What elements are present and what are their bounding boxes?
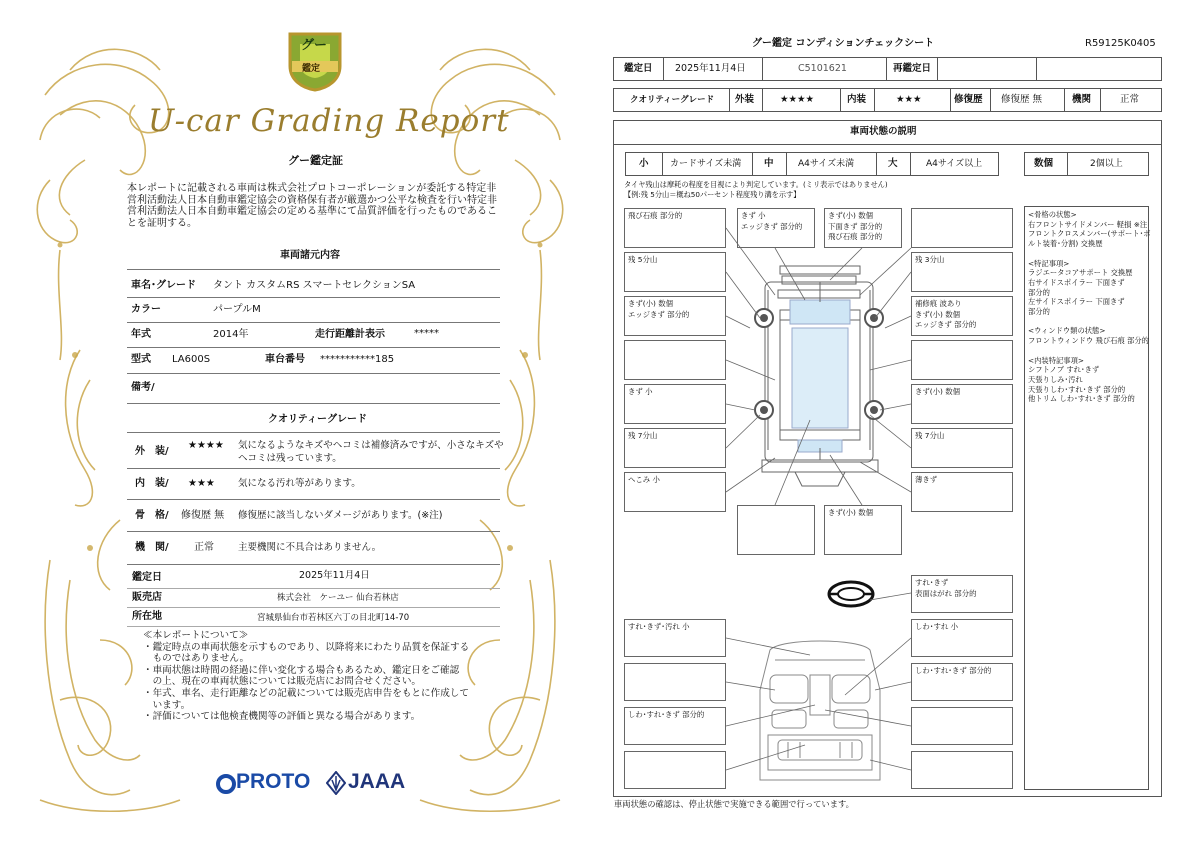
history-value: 修復歴 無: [1001, 94, 1043, 105]
remarks-label: 備考/: [131, 382, 155, 393]
frame-desc: 修復歴に該当しないダメージがあります。(※注): [238, 510, 443, 521]
note-line: ≪本レポートについて≫: [143, 630, 249, 641]
cell-divider: [729, 88, 730, 112]
damage-note-rear-bumper: きず(小) 数個: [824, 505, 902, 555]
leader-lines: [600, 200, 1030, 800]
frame-label: 骨 格/: [135, 510, 169, 521]
cell-divider: [762, 88, 763, 112]
cell-divider: [786, 152, 787, 176]
cell-divider: [1067, 152, 1068, 176]
divider: [127, 432, 500, 433]
jaaa-logo: JAAA: [348, 770, 406, 793]
name-label: 車名･グレード: [131, 280, 196, 291]
count-label: 数個: [1034, 158, 1054, 169]
chassis-value: ***********185: [320, 354, 395, 365]
sheet-footer: 車両状態の確認は、停止状態で実施できる範囲で行っています。: [614, 799, 854, 809]
divider: [127, 626, 500, 627]
conditions-text: <骨格の状態> 右フロントサイドメンバー 軽損 ※注 フロントクロスメンバー(サポート･ボ ルト装着･分割) 交換歴 <特記事項> ラジエータコアサポート 交換歴 右サイドスポイラー 下面きず 部分的 左サイドスポイラー 下面きず 部分的 <ウィンドウ類の状態> フロントウィンドウ 飛び石痕 部分的 <内装特記事項> シフトノブ すれ･きず 天張りしみ･汚れ 天張りしわ･すれ･きず 部分的 他トリム しわ･すれ･きず 部分的: [1028, 210, 1151, 404]
tire-note-2: 【例:残 5分山＝概ね50パーセント程度残り溝を示す】: [624, 190, 801, 199]
cell-divider: [663, 57, 664, 81]
cell-divider: [876, 152, 877, 176]
cell-divider: [910, 152, 911, 176]
section-title: 車両状態の説明: [850, 126, 917, 137]
sheet-date-value: 2025年11月4日: [675, 63, 746, 74]
reappraisal-label: 再鑑定日: [893, 63, 932, 74]
damage-note-hood-left: きず 小 エッジきず 部分的: [737, 208, 815, 248]
badge-top-text: グー: [301, 38, 328, 53]
proto-logo-icon: [215, 773, 237, 795]
note-line: ・年式、車名、走行距離などの記載については販売店申告をもとに作成して: [143, 687, 469, 699]
damage-note-rear-left-tire: 残 7分山: [624, 428, 726, 468]
cell-divider: [662, 152, 663, 176]
sheet-ext-label: 外装: [735, 94, 755, 105]
damage-note-front-left-fender: きず(小) 数個 エッジきず 部分的: [624, 296, 726, 336]
sheet-int-stars: ★★★: [896, 94, 922, 105]
divider: [127, 373, 500, 374]
divider: [127, 322, 500, 323]
history-label: 修復歴: [954, 94, 983, 105]
note-line: ・車両状態は時間の経過に伴い変化する場合もあるため、鑑定日をご確認: [143, 664, 460, 676]
address-value: 宮城県仙台市若林区六丁の目北町14-70: [257, 613, 410, 623]
badge-bottom-text: 鑑定: [302, 64, 321, 74]
tire-note-1: タイヤ残山は摩耗の程度を目視により判定しています。(ミリ表示ではありません): [624, 180, 888, 189]
engine-label: 機 関/: [135, 542, 169, 553]
year-value: 2014年: [213, 329, 249, 340]
note-line: います。: [143, 699, 191, 711]
quality-heading: クオリティーグレード: [268, 414, 367, 425]
note-line: ・評価については他検査機関等の評価と異なる場合があります。: [143, 711, 421, 723]
cell-divider: [950, 88, 951, 112]
cell-divider: [840, 88, 841, 112]
damage-note-front-bumper: きず(小) 数個 下面きず 部分的 飛び石痕 部分的: [824, 208, 902, 248]
divider: [127, 347, 500, 348]
divider: [127, 403, 500, 404]
engine-desc: 主要機関に不具合はありません。: [238, 542, 382, 553]
damage-note-interior-left-3: しわ･すれ･きず 部分的: [624, 707, 726, 745]
mileage-label: 走行距離計表示: [315, 329, 385, 340]
spec-heading: 車両諸元内容: [280, 250, 340, 261]
engine-value: 正常: [194, 542, 214, 553]
grade-label: クオリティーグレード: [630, 95, 715, 105]
report-notes: [143, 630, 498, 723]
dealer-label: 販売店: [132, 592, 162, 603]
exterior-desc-1: 気になるようなキズやヘコミは補修済みですが、小さなキズや: [238, 440, 504, 451]
cell-divider: [886, 57, 887, 81]
name-value: タント カスタムRS スマートセレクションSA: [213, 280, 416, 291]
exterior-desc-2: ヘコミは残っています。: [238, 453, 342, 464]
damage-note-rear-right: 薄きず: [911, 472, 1013, 512]
interior-label: 内 装/: [135, 478, 169, 489]
chassis-label: 車台番号: [265, 354, 305, 365]
size-medium: 中: [764, 158, 774, 169]
cell-divider: [762, 57, 763, 81]
dealer-value: 株式会社 ケーユー 仙台若林店: [277, 593, 399, 603]
frame-value: 修復歴 無: [181, 510, 225, 521]
note-line: ものではありません。: [143, 653, 250, 665]
damage-note-interior-left-1: すれ･きず･汚れ 小: [624, 619, 726, 657]
divider: [127, 531, 500, 532]
color-value: パープルM: [213, 304, 261, 315]
color-label: カラー: [131, 304, 161, 315]
size-small: 小: [639, 158, 649, 169]
doc-number: R59125K0405: [1085, 38, 1156, 49]
cell-divider: [1100, 88, 1101, 112]
interior-stars: ★★★: [188, 478, 215, 489]
exterior-stars: ★★★★: [188, 440, 224, 451]
sheet-int-label: 内装: [847, 94, 867, 105]
damage-note-rear-right-tire: 残 7分山: [911, 428, 1013, 468]
note-line: ・鑑定時点の車両状態を示すものであり、以降将来にわたり品質を保証する: [143, 641, 470, 653]
appraisal-date-value: 2025年11月4日: [299, 570, 370, 581]
divider: [613, 144, 1162, 145]
sheet-date-label: 鑑定日: [624, 63, 653, 74]
certificate-intro: 本レポートに記載される車両は株式会社プロトコーポレーションが委託する特定非営利活動法人日本自動車鑑定協会の資格保有者が厳選かつ公平な検査を行い特定非営利活動法人日本自動車鑑定協会の定める基準にて品質評価を行ったものであることを証明する。: [127, 183, 497, 229]
cell-divider: [937, 57, 938, 81]
damage-note-rear-right-door: きず(小) 数個: [911, 384, 1013, 424]
divider: [127, 564, 500, 565]
exterior-label: 外 装/: [135, 446, 169, 457]
divider: [127, 607, 500, 608]
sheet-ext-stars: ★★★★: [780, 94, 815, 105]
proto-logo: PROTO: [236, 770, 311, 793]
sheet-engine-label: 機関: [1072, 94, 1092, 105]
appraisal-date-label: 鑑定日: [132, 572, 162, 583]
address-label: 所在地: [132, 611, 162, 622]
size-small-desc: カードサイズ未満: [670, 159, 742, 169]
damage-note-steering: すれ･きず 表面はがれ 部分的: [911, 575, 1013, 613]
damage-note-rear-left-door: きず 小: [624, 384, 726, 424]
damage-note-front-left-top: 飛び石痕 部分的: [624, 208, 726, 248]
cell-divider: [1064, 88, 1065, 112]
cell-divider: [1036, 57, 1037, 81]
size-medium-desc: A4サイズ未満: [798, 159, 855, 169]
cell-divider: [874, 88, 875, 112]
sheet-title: グー鑑定 コンディションチェックシート: [752, 38, 935, 49]
model-label: 型式: [131, 354, 151, 365]
mileage-value: *****: [414, 328, 439, 339]
damage-note-interior-right-2: しわ･すれ･きず 部分的: [911, 663, 1013, 701]
cell-divider: [990, 88, 991, 112]
cell-divider: [752, 152, 753, 176]
model-value: LA600S: [172, 354, 211, 365]
damage-note-front-right-tire: 残 3分山: [911, 252, 1013, 292]
interior-desc: 気になる汚れ等があります。: [238, 478, 361, 489]
divider: [127, 269, 500, 270]
divider: [127, 468, 500, 469]
size-large: 大: [888, 158, 898, 169]
report-script-title: U-car Grading Report: [148, 103, 510, 139]
year-label: 年式: [131, 329, 151, 340]
damage-note-rear-left: へこみ 小: [624, 472, 726, 512]
note-line: の上、現在の車両状態については販売店にお問合せください。: [143, 676, 422, 688]
appraisal-code: C5101621: [798, 63, 847, 74]
damage-note-interior-right-1: しわ･すれ 小: [911, 619, 1013, 657]
certificate-title: グー鑑定証: [288, 154, 343, 167]
divider: [127, 499, 500, 500]
divider: [127, 588, 500, 589]
sheet-engine-value: 正常: [1120, 94, 1140, 105]
damage-note-front-left-tire: 残 5分山: [624, 252, 726, 292]
jaaa-logo-icon: [326, 771, 346, 795]
damage-note-front-right-fender: 補修痕 波あり きず(小) 数個 エッジきず 部分的: [911, 296, 1013, 336]
divider: [127, 297, 500, 298]
count-desc: 2個以上: [1090, 159, 1123, 169]
size-large-desc: A4サイズ以上: [926, 159, 983, 169]
